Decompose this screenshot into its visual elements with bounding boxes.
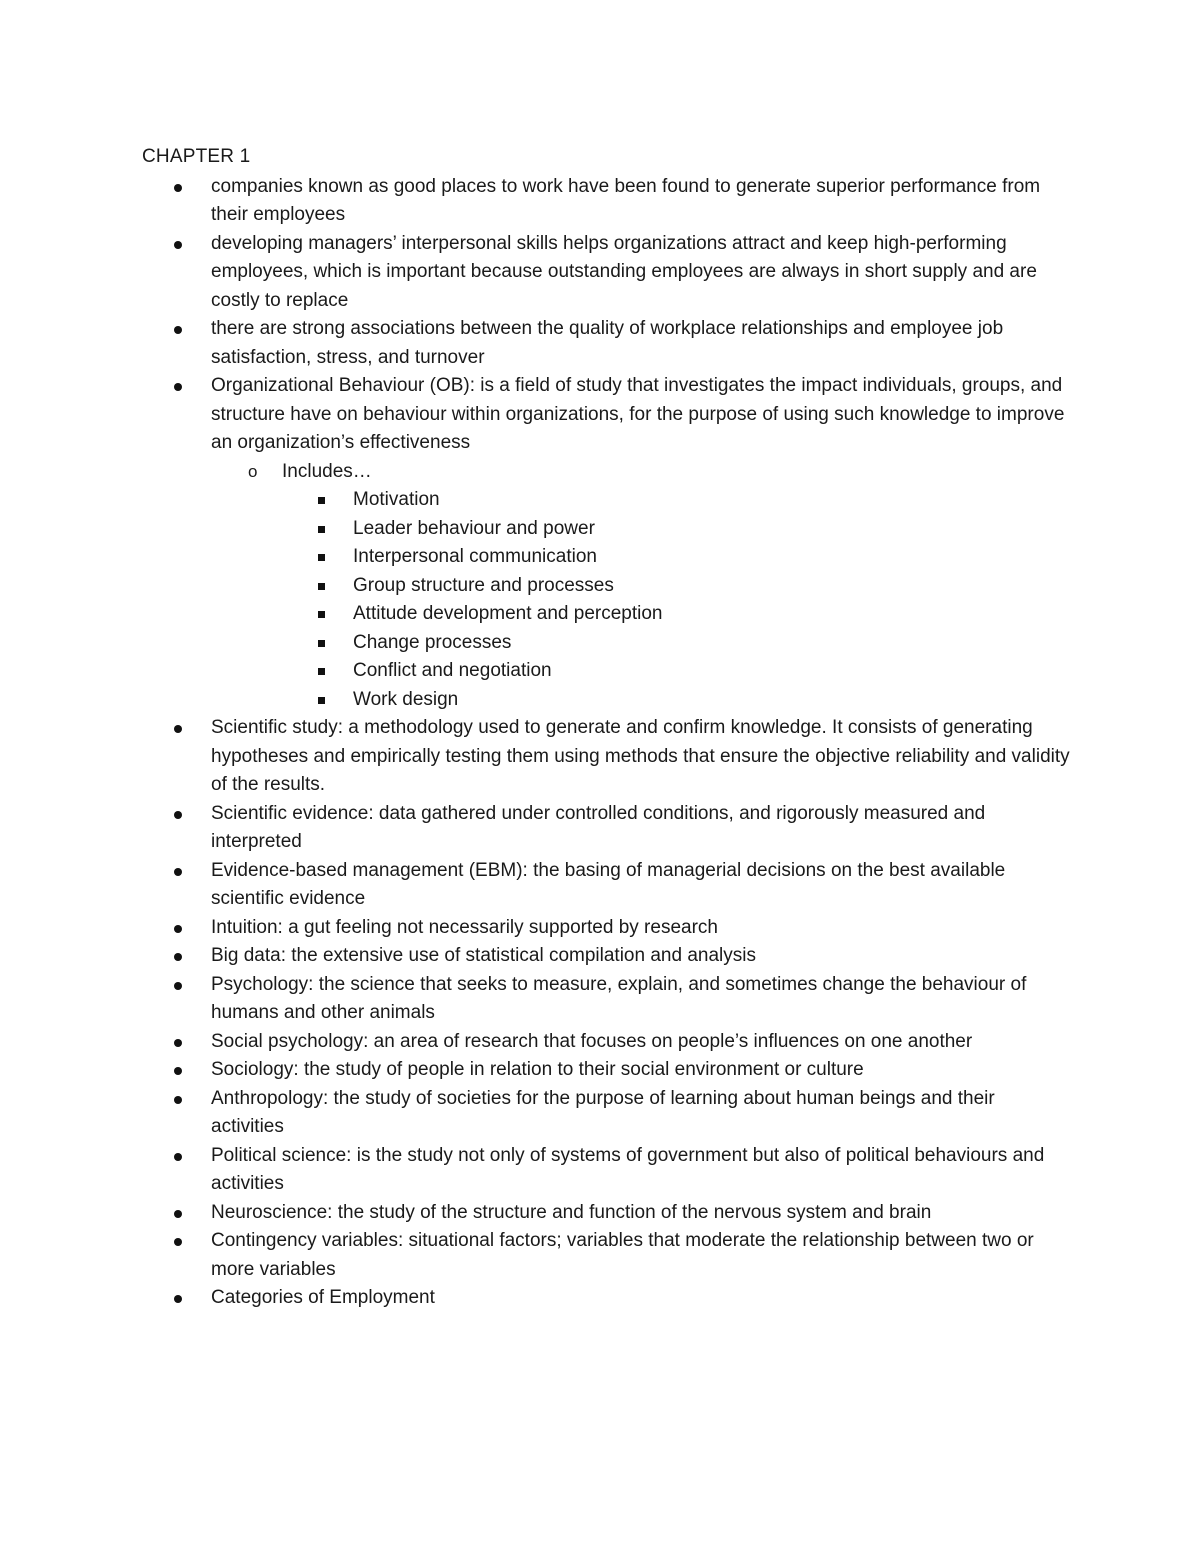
list-item xyxy=(142,173,1072,230)
list-item xyxy=(142,1284,1072,1313)
bullet-dot-icon xyxy=(174,1096,182,1104)
square-bullet-icon xyxy=(318,640,325,647)
list-item xyxy=(142,1056,1072,1085)
circle-bullet-icon: o xyxy=(248,461,258,481)
nested-list-item xyxy=(282,543,1072,572)
nested-list-item-text: Work design xyxy=(353,688,459,710)
list-item xyxy=(142,714,1072,800)
list-item xyxy=(142,1085,1072,1142)
list-item xyxy=(142,1227,1072,1284)
nested-list-item-text: Leader behaviour and power xyxy=(353,517,595,539)
list-item-text: Scientific study: a methodology used to generate and confirm knowledge. It consists of generating hypotheses and empirically testing them using methods that ensure the objective reliability and validity of the results. xyxy=(211,717,1070,795)
bullet-dot-icon xyxy=(174,326,182,334)
bullet-dot-icon xyxy=(174,1067,182,1075)
nested-list-item xyxy=(282,686,1072,715)
list-item-text: Contingency variables: situational factors; variables that moderate the relationship between two or more variables xyxy=(211,1230,1034,1280)
square-bullet-icon xyxy=(318,526,325,533)
nested-list-item-text: Change processes xyxy=(353,631,512,653)
list-item xyxy=(142,914,1072,943)
square-bullet-icon xyxy=(318,668,325,675)
list-item-text: Political science: is the study not only of systems of government but also of political behaviours and activities xyxy=(211,1144,1045,1194)
nested-list-item xyxy=(282,600,1072,629)
nested-list-item xyxy=(282,572,1072,601)
square-bullet-icon xyxy=(318,697,325,704)
list-item xyxy=(142,372,1072,714)
list-item xyxy=(142,1199,1072,1228)
nested-list-item-text: Interpersonal communication xyxy=(353,546,597,567)
list-item-text: Big data: the extensive use of statistical compilation and analysis xyxy=(211,945,756,966)
nested-list-item xyxy=(282,629,1072,658)
list-item-text: Sociology: the study of people in relation to their social environment or culture xyxy=(211,1059,864,1080)
list-item-text: Scientific evidence: data gathered under controlled conditions, and rigorously measured and interpreted xyxy=(211,802,986,852)
nested-list-item-text: Attitude development and perception xyxy=(353,603,663,624)
bullet-dot-icon xyxy=(174,725,182,733)
sub-list-item-text: Includes… xyxy=(282,460,372,482)
list-item xyxy=(142,857,1072,914)
bullet-dot-icon xyxy=(174,1238,182,1246)
bullet-dot-icon xyxy=(174,1295,182,1303)
list-item xyxy=(142,942,1072,971)
square-bullet-icon xyxy=(318,497,325,504)
bullet-dot-icon xyxy=(174,982,182,990)
list-item xyxy=(142,971,1072,1028)
square-bullet-icon xyxy=(318,554,325,561)
sub-list xyxy=(211,458,1072,715)
bullet-dot-icon xyxy=(174,1210,182,1218)
sub-list-item xyxy=(211,458,1072,715)
bullet-dot-icon xyxy=(174,868,182,876)
bullet-dot-icon xyxy=(174,184,182,192)
bullet-dot-icon xyxy=(174,925,182,933)
square-bullet-icon xyxy=(318,611,325,618)
list-item-text: Neuroscience: the study of the structure and function of the nervous system and brain xyxy=(211,1201,932,1223)
nested-list-item-text: Group structure and processes xyxy=(353,574,614,596)
nested-list-item xyxy=(282,657,1072,686)
list-item-text: Evidence-based management (EBM): the basing of managerial decisions on the best available scientific evidence xyxy=(211,859,1006,909)
list-item xyxy=(142,315,1072,372)
nested-list-item xyxy=(282,486,1072,515)
bullet-dot-icon xyxy=(174,811,182,819)
nested-list-item-text: Motivation xyxy=(353,489,440,510)
list-item xyxy=(142,230,1072,316)
square-bullet-icon xyxy=(318,583,325,590)
bullet-dot-icon xyxy=(174,953,182,961)
list-item-text: Categories of Employment xyxy=(211,1287,435,1308)
bullet-dot-icon xyxy=(174,1153,182,1161)
list-item-text: developing managers’ interpersonal skills helps organizations attract and keep high-performing employees, which is important because outstanding employees are always in short supply and are costly to replace xyxy=(211,232,1037,311)
list-item-text: Organizational Behaviour (OB): is a field of study that investigates the impact individuals, groups, and structure have on behaviour within organizations, for the purpose of using such knowledge to improve an organization’s effectiveness xyxy=(211,375,1065,453)
list-item xyxy=(142,800,1072,857)
list-item xyxy=(142,1142,1072,1199)
chapter-heading: CHAPTER 1 xyxy=(142,146,251,167)
bullet-dot-icon xyxy=(174,241,182,249)
main-bullet-list xyxy=(142,173,1072,1313)
bullet-dot-icon xyxy=(174,1039,182,1047)
list-item-text: Social psychology: an area of research that focuses on people’s influences on one another xyxy=(211,1030,973,1052)
list-item-text: Psychology: the science that seeks to measure, explain, and sometimes change the behaviour of humans and other animals xyxy=(211,973,1027,1023)
nested-sub-list xyxy=(282,486,1072,714)
document-body xyxy=(142,143,1072,1313)
list-item-text: Intuition: a gut feeling not necessarily supported by research xyxy=(211,916,718,938)
nested-list-item xyxy=(282,515,1072,544)
list-item-text: Anthropology: the study of societies for the purpose of learning about human beings and their activities xyxy=(211,1087,995,1137)
list-item-text: companies known as good places to work have been found to generate superior performance from their employees xyxy=(211,175,1041,225)
list-item xyxy=(142,1028,1072,1057)
bullet-dot-icon xyxy=(174,383,182,391)
nested-list-item-text: Conflict and negotiation xyxy=(353,660,552,681)
list-item-text: there are strong associations between the quality of workplace relationships and employee job satisfaction, stress, and turnover xyxy=(211,318,1004,368)
